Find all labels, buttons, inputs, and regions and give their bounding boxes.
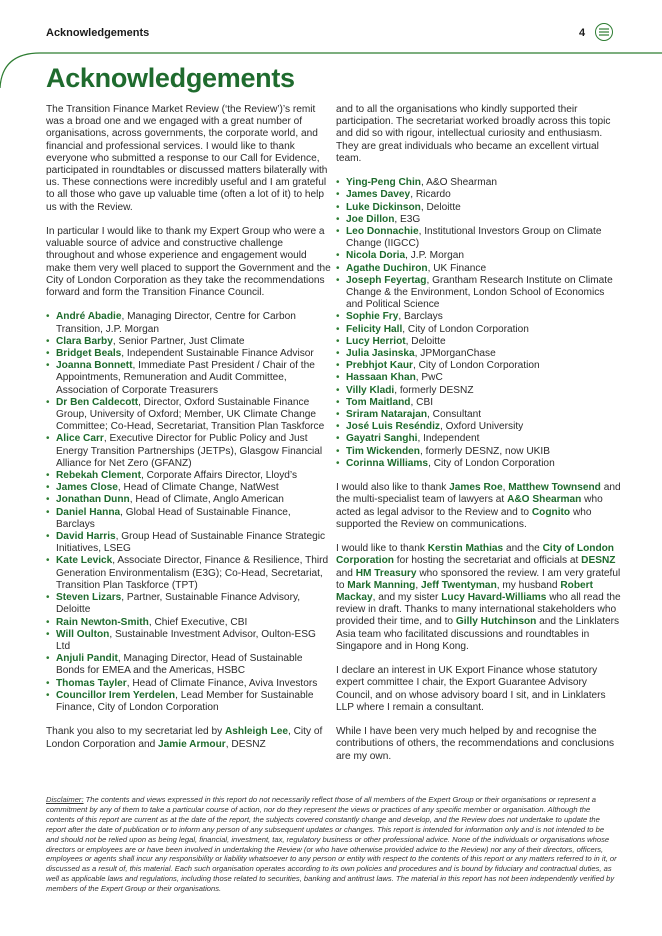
list-item <box>46 531 332 555</box>
person-role: , Lead Member for Sustainable Finance, City of London Corporation <box>56 689 314 713</box>
list-item <box>46 617 332 629</box>
person-name: Kate Levick <box>56 555 113 567</box>
list-item <box>46 629 332 653</box>
person-name: Will Oulton <box>56 628 110 640</box>
text-run: who sponsored the review. I am very grateful to <box>336 567 621 591</box>
list-item <box>336 348 622 360</box>
list-item <box>336 250 622 262</box>
person-name: Thomas Tayler <box>56 677 127 689</box>
person-role: , Independent <box>417 433 480 445</box>
person-role: , formerly DESNZ <box>394 384 474 396</box>
person-name: Lucy Herriot <box>346 335 406 347</box>
text-run: and the Linklaters Asia team who facilitated discussions and roundtables in Singapore and in Hong Kong. <box>336 616 620 652</box>
person-name: André Abadie <box>56 311 122 323</box>
text-run: and <box>336 567 356 579</box>
legal-thanks-paragraph <box>336 482 622 531</box>
person-name: Councillor Irem Yerdelen <box>56 689 176 701</box>
person-role: , A&O Shearman <box>421 177 497 189</box>
person-name: Joanna Bonnett <box>56 360 133 372</box>
person-name: Corinna Williams <box>346 457 429 469</box>
person-name: Tim Wickenden <box>346 445 420 457</box>
person-name: James Close <box>56 482 118 494</box>
organisation-name: City of London Corporation <box>336 543 614 567</box>
person-name: Agathe Duchiron <box>346 262 428 274</box>
person-name: Joseph Feyertag <box>346 274 427 286</box>
person-name: Villy Kladi <box>346 384 395 396</box>
list-item <box>46 592 332 616</box>
text-run: , <box>502 482 509 494</box>
list-item <box>46 470 332 482</box>
person-name: Robert Mackay <box>336 579 593 604</box>
person-name: Ying-Peng Chin <box>346 177 421 189</box>
person-name: Sophie Fry <box>346 311 399 323</box>
list-item <box>336 177 622 189</box>
person-name: Luke Dickinson <box>346 201 421 213</box>
person-role: , Associate Director, Finance & Resilience, Third Generation Environmentalism (E3G); Co-Head, Secretariat, Transition Plan Taskforce (TPT) <box>56 555 329 591</box>
person-role: , Ricardo <box>410 189 451 201</box>
person-name: Prebhjot Kaur <box>346 360 413 372</box>
person-role: , Executive Director for Public Policy and Just Energy Transition Partnerships (JETPs), Glasgow Financial Alliance for Net Zero (GFANZ) <box>56 433 323 469</box>
running-header-title: Acknowledgements <box>46 27 150 39</box>
list-item <box>336 421 622 433</box>
text-run: who acted as legal advisor to the Review and to <box>336 494 603 518</box>
organisation-name: DESNZ <box>581 555 616 567</box>
person-role: , J.P. Morgan <box>405 250 464 262</box>
text-run: I would like to thank <box>336 543 428 555</box>
left-column <box>46 104 332 763</box>
page-number: 4 <box>579 27 586 39</box>
organisation-name: Cognito <box>531 506 571 518</box>
list-item <box>46 336 332 348</box>
person-name: James Roe <box>449 482 503 494</box>
list-item <box>46 555 332 592</box>
list-item <box>336 397 622 409</box>
menu-button[interactable] <box>595 23 613 41</box>
person-role: , Sustainable Investment Advisor, Oulton-ESG Ltd <box>56 628 316 652</box>
person-name: James Davey <box>346 189 411 201</box>
person-role: , Deloitte <box>420 201 461 213</box>
person-role: , City of London Corporation <box>412 360 540 372</box>
list-item <box>46 360 332 397</box>
person-role: , Head of Climate Finance, Aviva Investors <box>126 677 318 689</box>
person-role: , PwC <box>415 372 443 384</box>
person-role: , Head of Climate Change, NatWest <box>117 482 279 494</box>
list-item <box>336 275 622 312</box>
intro-paragraph: The Transition Finance Market Review (‘the Review’)’s remit was a broad one and we engaged with a great number of organisations, across governments, the corporate world, and financial and professional services. I would like to thank everyone who submitted a response to our Call for Evidence, participated in roundtables or discussed matters bilaterally with us. These connections were incredibly useful and I am grateful to all those who gave up valuable time (often a lot of it) to help us with the Review. <box>46 104 328 213</box>
person-role: , City of London Corporation <box>402 323 529 335</box>
list-item <box>336 311 622 323</box>
list-item <box>336 214 622 226</box>
person-name: Dr Ben Caldecott <box>56 396 139 408</box>
list-item <box>336 433 622 445</box>
list-item <box>46 507 332 531</box>
expert-group-intro: In particular I would like to thank my Expert Group who were a valuable source of advice and constructive challenge throughout and whose experience and engagement would make them very well placed to support the Government and the City of London Corporation as they take the recommendations forward and form the Transition Finance Council. <box>46 226 331 299</box>
list-item <box>336 372 622 384</box>
text-run: I would also like to thank <box>336 482 450 494</box>
text-run: , my husband <box>496 579 561 591</box>
person-name: Rain Newton-Smith <box>56 616 149 628</box>
list-item <box>336 446 622 458</box>
secretariat-intro <box>46 726 332 750</box>
person-name: Daniel Hanna <box>56 506 121 518</box>
person-role: , Consultant <box>427 409 482 421</box>
person-name: Felicity Hall <box>346 323 403 335</box>
person-role: , CBI <box>410 396 434 408</box>
text-run: for hosting the secretariat and officials at <box>393 555 582 567</box>
person-name: Jeff Twentyman <box>420 579 497 591</box>
person-name: Bridget Beals <box>56 348 122 360</box>
list-item <box>336 226 622 250</box>
list-item <box>46 678 332 690</box>
person-name: Mark Manning <box>347 579 416 591</box>
person-role: , Institutional Investors Group on Climate Change (IIGCC) <box>346 226 602 250</box>
person-name: Sriram Natarajan <box>346 409 428 421</box>
person-name: Julia Jasinska <box>346 348 415 360</box>
person-name: Hassaan Khan <box>346 372 416 384</box>
text-run: and the <box>503 543 543 555</box>
person-name: David Harris <box>56 531 116 543</box>
page-title: Acknowledgements <box>46 63 295 93</box>
person-role: , Partner, Sustainable Finance Advisory, Deloitte <box>56 592 301 616</box>
person-role: , Corporate Affairs Director, Lloyd’s <box>140 470 298 482</box>
person-role: , Barclays <box>398 311 443 323</box>
person-role: , Oxford University <box>439 421 524 433</box>
person-name: Matthew Townsend <box>508 482 601 494</box>
list-item <box>46 690 332 714</box>
list-item <box>46 494 332 506</box>
disclaimer-label: Disclaimer: <box>46 795 84 804</box>
list-item <box>46 482 332 494</box>
person-name: Rebekah Clement <box>56 470 141 482</box>
person-name: Jamie Armour <box>158 738 226 750</box>
text-run: , DESNZ <box>225 738 266 750</box>
person-role: , E3G <box>394 213 421 225</box>
list-item <box>336 458 622 470</box>
person-name: Kerstin Mathias <box>427 543 504 555</box>
person-role: , City of London Corporation <box>428 457 555 469</box>
list-item <box>46 397 332 434</box>
list-item <box>46 348 332 360</box>
person-role: , Chief Executive, CBI <box>148 616 248 628</box>
person-name: Ashleigh Lee <box>224 726 288 738</box>
secretariat-list <box>336 177 622 470</box>
person-name: Steven Lizars <box>56 592 122 604</box>
person-name: Joe Dillon <box>346 213 395 225</box>
text-run: , and my sister <box>372 592 442 604</box>
person-name: José Luis Reséndiz <box>346 421 440 433</box>
person-role: , Independent Sustainable Finance Advisor <box>121 348 314 360</box>
person-name: Gilly Hutchinson <box>455 616 537 628</box>
person-name: Alice Carr <box>56 433 104 445</box>
list-item <box>46 433 332 470</box>
person-name: Anjuli Pandit <box>56 653 118 665</box>
person-name: Gayatri Sanghi <box>346 433 418 445</box>
list-item <box>336 263 622 275</box>
list-item <box>46 653 332 677</box>
list-item <box>336 202 622 214</box>
person-role: , Deloitte <box>405 335 446 347</box>
list-item <box>336 385 622 397</box>
text-run: , <box>415 579 421 591</box>
person-role: , Immediate Past President / Chair of the Appointments, Remuneration and Audit Committee, Association of Corporate Treasurers <box>56 360 315 396</box>
person-role: , JPMorganChase <box>414 348 496 360</box>
text-run: , City of London Corporation and <box>46 726 323 750</box>
disclaimer-text: The contents and views expressed in this report do not necessarily reflect those of all members of the Expert Group or their organisations or represent a commitment by any of them to take a particular course of action, nor do they represent the views or practices of any specific member or organisation. Although the contents of this report are current as at the date of the report, the subjects covered constantly change and develop, and the Review does not undertake to update the report after the date of publication or to inform any person of any subsequent updates or changes. This report is intended for information only and is not intended to be and should not be relied upon as being legal, financial, investment, tax, regulatory business or other professional advice. None of the individuals or organisations whose directors or employees are or have been involved in undertaking the Review (or who have otherwise provided advice to the Review) nor any of their directors, officers, employees or agents shall incur any responsibility or liability whatsoever to any person or entity with respect to the contents of this report or any matters referred to in it, or discussed as a result of, this material. Each such organisation operates according to its own policies and procedures and is bound by fiduciary and contractual duties, as well as applicable laws and regulations, including those related to securities, banking and antitrust laws. The material in this report has not been independently verified by members of the Expert Group or their organisations. <box>46 795 617 894</box>
person-name: Jonathan Dunn <box>56 494 130 506</box>
person-role: , Group Head of Sustainable Finance Strategic Initiatives, LSEG <box>56 531 326 555</box>
person-name: Nicola Doria <box>346 250 406 262</box>
person-role: , Senior Partner, Just Climate <box>112 335 245 347</box>
text-run: Thank you also to my secretariat led by <box>46 726 225 738</box>
person-role: , formerly DESNZ, now UKIB <box>420 445 550 457</box>
text-run: who supported the Review on communications. <box>336 506 592 530</box>
interest-declaration: I declare an interest in UK Export Finance whose statutory expert committee I chair, the Export Guarantee Advisory Council, and on whose advisory board I sit, and in Linklaters LLP where I remain a consultant. <box>336 665 606 713</box>
person-name: Lucy Havard-Williams <box>441 592 547 604</box>
right-column <box>336 104 622 775</box>
list-item <box>336 336 622 348</box>
person-role: , Global Head of Sustainable Finance, Barclays <box>56 506 291 530</box>
text-run: who all read the review in draft. Thanks to many international stakeholders who provided their time, and to <box>336 592 621 628</box>
person-role: , Head of Climate, Anglo American <box>129 494 284 506</box>
closing-paragraph: While I have been very much helped by and recognise the contributions of others, the recommendations and conclusions are my own. <box>336 726 615 762</box>
menu-icon <box>599 28 609 36</box>
expert-group-list <box>46 311 332 714</box>
organisation-name: A&O Shearman <box>507 494 582 506</box>
list-item <box>336 409 622 421</box>
secretariat-continuation: and to all the organisations who kindly supported their participation. The secretariat worked broadly across this topic and did so with rigour, intellectual curiosity and enthusiasm. They are great individuals who became an excellent virtual team. <box>336 104 611 164</box>
person-name: Clara Barby <box>56 335 113 347</box>
person-role: , Managing Director, Head of Sustainable Bonds for EMEA and the Americas, HSBC <box>56 653 303 677</box>
person-role: , UK Finance <box>427 262 487 274</box>
hosting-thanks-paragraph <box>336 543 622 653</box>
organisation-name: HM Treasury <box>355 567 417 579</box>
person-name: Leo Donnachie <box>346 226 419 238</box>
disclaimer <box>46 795 618 894</box>
list-item <box>46 311 332 335</box>
list-item <box>336 189 622 201</box>
person-role: , Grantham Research Institute on Climate Change & the Environment, London School of Economics and Political Science <box>346 274 613 311</box>
person-role: , Managing Director, Centre for Carbon Transition, J.P. Morgan <box>56 311 296 335</box>
list-item <box>336 360 622 372</box>
text-run: and the multi-specialist team of lawyers at <box>336 482 621 506</box>
list-item <box>336 324 622 336</box>
person-role: , Director, Oxford Sustainable Finance Group, University of Oxford; Member, UK Climate Change Committee; Co-Head, Secretariat, Transition Plan Taskforce <box>56 396 325 433</box>
person-name: Tom Maitland <box>346 396 411 408</box>
